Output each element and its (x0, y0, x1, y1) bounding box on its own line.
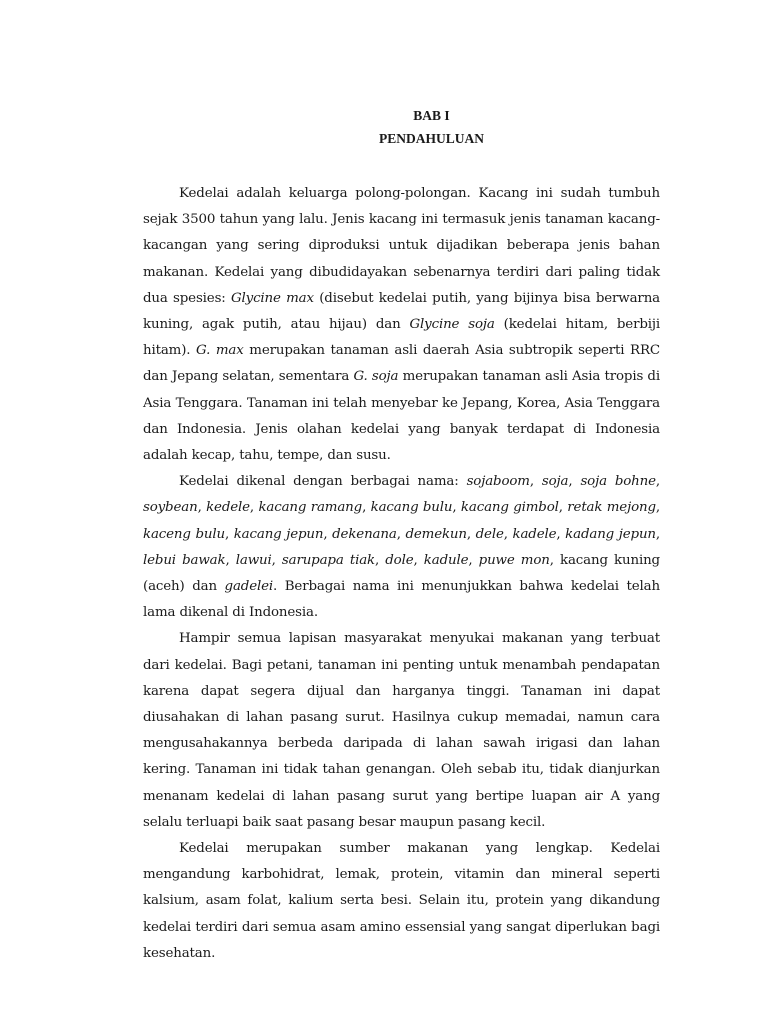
text-run: , (568, 474, 581, 490)
body-paragraph (143, 469, 660, 626)
italic-term: dole (385, 552, 414, 568)
text-run: , (271, 552, 282, 568)
text-run: , (323, 526, 333, 542)
text-run: , (375, 552, 386, 568)
italic-term: dele (475, 526, 504, 542)
body-paragraph (143, 181, 660, 469)
text-run: , (466, 526, 476, 542)
italic-term: sojaboom (466, 474, 530, 490)
italic-term: kadule (423, 552, 469, 568)
text-run: , (655, 474, 661, 490)
italic-term: G. soja (353, 369, 399, 385)
italic-term: sarupapa tiak (281, 552, 375, 568)
italic-term: soja (541, 474, 569, 490)
text-run: Kedelai merupakan sumber makanan yang lengkap. Kedelai mengandung karbohidrat, lemak, protein, vitamin dan mineral seperti kalsium, asam folat, kalium serta besi. Selain itu, protein yang dikandung kedelai terdiri dari semua asam amino essensial yang sangat diperlukan bagi kesehatan. (143, 841, 660, 961)
italic-term: dekenana (332, 526, 397, 542)
italic-term: kacang bulu (370, 500, 453, 516)
italic-term: soybean (143, 500, 198, 516)
text-run: , (224, 526, 234, 542)
italic-term: kacang ramang (258, 500, 363, 516)
text-run: , (362, 500, 371, 516)
text-run: Kedelai adalah keluarga polong-polongan. Kacang ini sudah tumbuh sejak 3500 tahun yang lalu. Jenis kacang ini termasuk jenis tanaman kacang-kacangan yang sering diproduksi untuk dijadikan beberapa jenis bahan makanan. Kedelai yang dibudidayakan sebenarnya terdiri dari paling tidak dua spesies: (143, 186, 660, 306)
chapter-title: PENDAHULUAN (378, 131, 484, 146)
italic-term: kadang jepun (565, 526, 656, 542)
text-run: , (197, 500, 207, 516)
italic-term: demekun (405, 526, 467, 542)
text-run: , (413, 552, 424, 568)
italic-term: kacang jepun (233, 526, 324, 542)
text-run: , (556, 526, 566, 542)
text-run: , (225, 552, 236, 568)
text-run: (disebut kedelai putih, yang bijinya bisa berwarna kuning, agak putih, atau hijau) dan (143, 290, 660, 333)
text-run: merupakan tanaman asli Asia tropis di Asia Tenggara. Tanaman ini telah menyebar ke Jepang, Korea, Asia Tenggara dan Indonesia. Jenis olahan kedelai yang banyak terdapat di Indonesia adalah kecap, tahu, tempe, dan susu. (143, 369, 660, 464)
document-page (143, 104, 660, 967)
italic-term: Glycine max (230, 290, 314, 306)
text-run: (kedelai hitam, berbiji hitam). (143, 317, 661, 359)
chapter-label: BAB I (413, 108, 450, 123)
text-run: , (249, 500, 259, 516)
text-run: , (655, 500, 660, 516)
text-run: , (529, 474, 542, 490)
text-run: merupakan tanaman asli daerah Asia subtropik seperti RRC dan Jepang selatan, sementara (143, 343, 660, 385)
italic-term: lebui bawak (143, 552, 226, 568)
text-run: , (503, 526, 513, 542)
body-paragraph (143, 626, 660, 836)
italic-term: kedele (206, 500, 250, 516)
italic-term: retak mejong (567, 500, 656, 516)
italic-term: kadele (512, 526, 557, 542)
italic-term: lawui (235, 552, 272, 568)
text-run: , kacang kuning (aceh) dan (143, 552, 660, 595)
text-run: Kedelai dikenal dengan berbagai nama: (179, 474, 467, 490)
italic-term: G. max (196, 343, 244, 359)
body-text (143, 181, 660, 967)
text-run: , (396, 526, 406, 542)
text-run: , (468, 552, 479, 568)
italic-term: kaceng bulu (143, 526, 225, 542)
italic-term: soja bohne (580, 474, 656, 490)
text-run: , (452, 500, 461, 516)
text-run: . Berbagai nama ini menunjukkan bahwa kedelai telah lama dikenal di Indonesia. (143, 579, 660, 621)
italic-term: gadelei (224, 579, 274, 595)
text-run: , (558, 500, 568, 516)
italic-term: Glycine soja (409, 317, 495, 333)
text-run: , (655, 526, 660, 542)
italic-term: puwe mon (478, 552, 550, 568)
italic-term: kacang gimbol (460, 500, 559, 516)
text-run: Hampir semua lapisan masyarakat menyukai makanan yang terbuat dari kedelai. Bagi petani, tanaman ini penting untuk menambah pendapatan karena dapat segera dijual dan harganya tinggi. Tanaman ini dapat diusahakan di lahan pasang surut. Hasilnya cukup memadai, namun cara mengusahakannya berbeda daripada di lahan sawah irigasi dan lahan kering. Tanaman ini tidak tahan genangan. Oleh sebab itu, tidak dianjurkan menanam kedelai di lahan pasang surut yang bertipe luapan air A yang selalu terluapi baik saat pasang besar maupun pasang kecil. (143, 631, 660, 830)
body-paragraph (143, 836, 660, 967)
